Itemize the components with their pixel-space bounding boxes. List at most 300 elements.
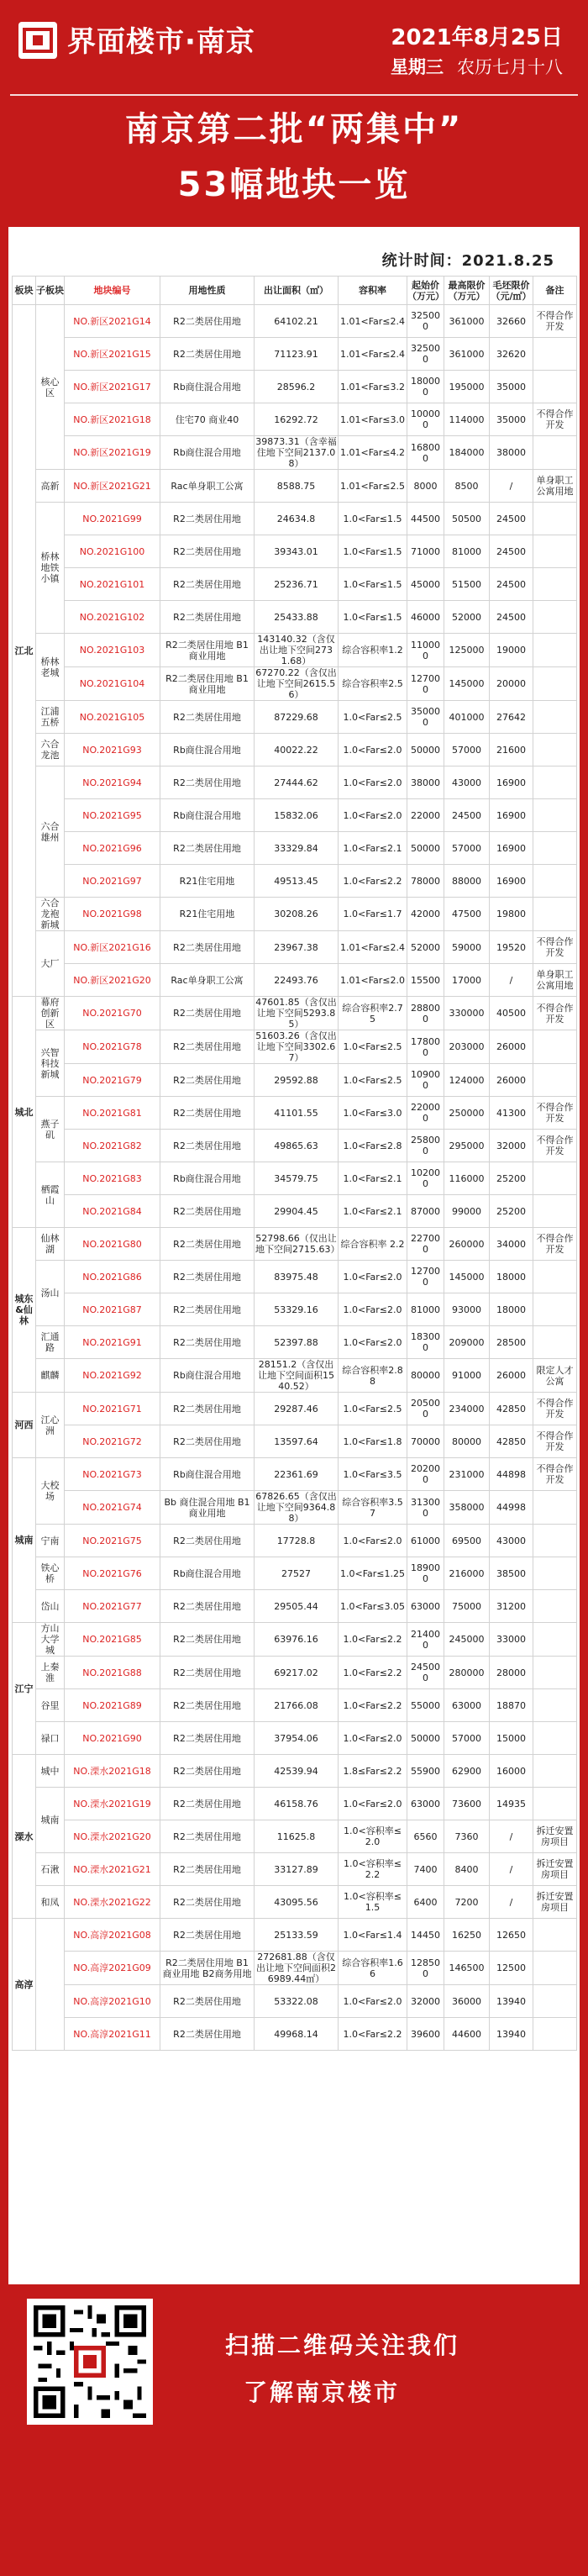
land-code-cell: NO.2021G86 [65,1261,160,1293]
land-use-cell: R2二类居住用地 [160,1525,255,1557]
sub-plate-cell: 江心洲 [36,1393,65,1458]
far-cell: 1.0<Far≤2.1 [339,1195,407,1228]
land-area-cell: 13597.64 [255,1425,339,1458]
sub-plate-cell: 谷里 [36,1689,65,1722]
note-cell [533,371,577,403]
land-use-cell: R2二类居住用地 [160,2018,255,2051]
land-use-cell: R2二类居住用地 B1商业用地 [160,634,255,667]
plate-cell: 江北 [13,305,36,997]
far-cell: 1.01<Far≤2.4 [339,931,407,964]
land-use-cell: R2二类居住用地 [160,1886,255,1919]
table-row [13,1919,577,1952]
start-price-cell: 80000 [407,1359,444,1393]
land-use-cell: R2二类居住用地 [160,338,255,371]
table-row [13,436,577,470]
start-price-cell: 178000 [407,1030,444,1064]
unit-price-cap-cell: 34000 [490,1228,533,1261]
unit-price-cap-cell: 19800 [490,898,533,931]
note-cell [533,799,577,832]
unit-price-cap-cell: 42850 [490,1425,533,1458]
table-row [13,1886,577,1919]
note-cell [533,634,577,667]
sub-plate-cell: 岱山 [36,1590,65,1623]
table-row [13,1853,577,1886]
land-code-cell: NO.2021G88 [65,1657,160,1689]
far-cell: 综合容积率 2.2 [339,1228,407,1261]
land-area-cell: 64102.21 [255,305,339,338]
start-price-cell: 87000 [407,1195,444,1228]
land-use-cell: R2二类居住用地 [160,1326,255,1359]
far-cell: 1.0<容积率≤2.2 [339,1853,407,1886]
land-use-cell: R21住宅用地 [160,898,255,931]
land-code-cell: NO.新区2021G18 [65,403,160,436]
start-price-cell: 245000 [407,1657,444,1689]
land-code-cell: NO.溧水2021G22 [65,1886,160,1919]
table-row [13,1326,577,1359]
table-row [13,1952,577,1985]
land-use-cell: R2二类居住用地 B1商业用地 B2商务用地 [160,1952,255,1985]
header [0,0,588,99]
far-cell: 1.0<Far≤2.0 [339,1293,407,1326]
land-code-cell: NO.溧水2021G20 [65,1820,160,1853]
table-row [13,1985,577,2018]
land-code-cell: NO.高淳2021G08 [65,1919,160,1952]
land-area-cell: 22493.76 [255,964,339,997]
land-area-cell: 15832.06 [255,799,339,832]
table-row [13,403,577,436]
start-price-cell: 6560 [407,1820,444,1853]
land-area-cell: 17728.8 [255,1525,339,1557]
lunar-date-text: 农历七月十八 [457,57,563,77]
land-code-cell: NO.2021G71 [65,1393,160,1425]
note-cell: 拆迁安置房项目 [533,1853,577,1886]
far-cell: 1.0<Far≤2.2 [339,1689,407,1722]
land-area-cell: 47601.85（含仅出让地下空间5293.85） [255,997,337,1030]
start-price-cell: 7400 [407,1853,444,1886]
note-cell [533,1261,577,1293]
far-cell: 综合容积率1.2 [339,634,407,667]
table-row [13,1590,577,1623]
start-price-cell: 202000 [407,1458,444,1491]
max-price-cell: 69500 [444,1525,490,1557]
land-area-cell: 37954.06 [255,1722,339,1755]
land-area-cell: 30208.26 [255,898,339,931]
max-price-cell: 250000 [444,1097,490,1130]
start-price-cell: 50000 [407,1722,444,1755]
land-area-cell: 53329.16 [255,1293,339,1326]
max-price-cell: 260000 [444,1228,490,1261]
far-cell: 1.0<Far≤2.0 [339,1261,407,1293]
max-price-cell: 361000 [444,305,490,338]
land-use-cell: R2二类居住用地 [160,1623,255,1657]
note-cell: 不得合作开发 [533,1130,577,1162]
far-cell: 1.0<Far≤2.5 [339,1030,407,1064]
land-code-cell: NO.2021G100 [65,535,160,568]
far-cell: 1.0<Far≤3.05 [339,1590,407,1623]
max-price-cell: 295000 [444,1130,490,1162]
unit-price-cap-cell: 41300 [490,1097,533,1130]
unit-price-cap-cell: 24500 [490,503,533,535]
start-price-cell: 220000 [407,1097,444,1130]
max-price-cell: 43000 [444,766,490,799]
land-use-cell: R2二类居住用地 [160,997,255,1030]
date-text: 2021年8月25日 [391,25,563,50]
land-use-cell: Rb商住混合用地 [160,1458,255,1491]
land-code-cell: NO.2021G84 [65,1195,160,1228]
unit-price-cap-cell: 16900 [490,799,533,832]
far-cell: 1.0<Far≤2.0 [339,1985,407,2018]
unit-price-cap-cell: 26000 [490,1359,533,1393]
land-use-cell: R2二类居住用地 [160,1755,255,1788]
start-price-cell: 258000 [407,1130,444,1162]
far-cell: 1.0<Far≤2.2 [339,2018,407,2051]
note-cell [533,1030,577,1064]
table-row [13,1195,577,1228]
land-use-cell: R2二类居住用地 [160,1985,255,2018]
max-price-cell: 57000 [444,1722,490,1755]
table-row [13,667,577,701]
note-cell: 限定人才公寓 [533,1359,577,1393]
far-cell: 1.0<Far≤2.0 [339,1722,407,1755]
unit-price-cap-cell: 19000 [490,634,533,667]
land-code-cell: NO.新区2021G19 [65,436,160,470]
table-row [13,1064,577,1097]
far-cell: 综合容积率3.57 [339,1491,407,1525]
note-cell [533,1689,577,1722]
land-code-cell: NO.2021G72 [65,1425,160,1458]
far-cell: 1.01<Far≤3.0 [339,403,407,436]
land-code-cell: NO.2021G85 [65,1623,160,1657]
note-cell [533,734,577,766]
unit-price-cap-cell: 26000 [490,1064,533,1097]
table-row [13,601,577,634]
max-price-cell: 216000 [444,1557,490,1590]
land-area-cell: 49865.63 [255,1130,339,1162]
plate-cell: 城南 [13,1458,36,1623]
footer-line1: 扫描二维码关注我们 [225,2331,460,2359]
land-use-cell: R2二类居住用地 [160,1853,255,1886]
land-area-cell: 40022.22 [255,734,339,766]
land-code-cell: NO.2021G80 [65,1228,160,1261]
table-row [13,1491,577,1525]
start-price-cell: 100000 [407,403,444,436]
far-cell: 1.0<Far≤2.2 [339,865,407,898]
max-price-cell: 88000 [444,865,490,898]
start-price-cell: 325000 [407,338,444,371]
unit-price-cap-cell: 18870 [490,1689,533,1722]
land-area-cell: 52798.66（仅出让地下空间2715.63） [255,1228,339,1261]
table-row [13,1525,577,1557]
land-code-cell: NO.新区2021G14 [65,305,160,338]
start-price-cell: 32000 [407,1985,444,2018]
sub-plate-cell: 仙林湖 [36,1228,65,1261]
table-row [13,1755,577,1788]
land-code-cell: NO.2021G102 [65,601,160,634]
date-subline [391,54,563,79]
land-area-cell: 42539.94 [255,1755,339,1788]
start-price-cell: 50000 [407,832,444,865]
land-use-cell: R2二类居住用地 [160,766,255,799]
far-cell: 1.01<Far≤3.2 [339,371,407,403]
start-price-cell: 8000 [407,470,444,503]
land-area-cell: 22361.69 [255,1458,339,1491]
far-cell: 1.0<Far≤1.5 [339,601,407,634]
sub-plate-cell: 麒麟 [36,1359,65,1393]
far-cell: 1.0<Far≤1.4 [339,1919,407,1952]
col-header-plate: 板块 [13,277,36,305]
col-header-unit-cap: 毛坯限价（元/㎡） [490,277,533,305]
sub-plate-cell [36,1919,65,2051]
land-use-cell: Rb商住混合用地 [160,1162,255,1195]
table-row [13,734,577,766]
land-area-cell: 52397.88 [255,1326,339,1359]
land-area-cell: 33127.89 [255,1853,339,1886]
unit-price-cap-cell: 16900 [490,766,533,799]
note-cell [533,701,577,734]
sub-plate-cell: 六合雄州 [36,766,65,898]
land-use-cell: R2二类居住用地 [160,503,255,535]
table-row [13,1722,577,1755]
start-price-cell: 78000 [407,865,444,898]
table-row [13,865,577,898]
land-area-cell: 29592.88 [255,1064,339,1097]
land-area-cell: 29904.45 [255,1195,339,1228]
far-cell: 1.0<Far≤2.0 [339,766,407,799]
sub-plate-cell: 和凤 [36,1886,65,1919]
land-area-cell: 87229.68 [255,701,339,734]
note-cell [533,1788,577,1820]
table-header-row [13,277,577,305]
far-cell: 1.0<Far≤2.2 [339,1623,407,1657]
max-price-cell: 8500 [444,470,490,503]
land-area-cell: 34579.75 [255,1162,339,1195]
max-price-cell: 125000 [444,634,490,667]
note-cell [533,535,577,568]
far-cell: 1.0<Far≤1.5 [339,568,407,601]
land-use-cell: Rac单身职工公寓 [160,964,255,997]
note-cell: 不得合作开发 [533,305,577,338]
unit-price-cap-cell: 21600 [490,734,533,766]
table-row [13,898,577,931]
land-area-cell: 29505.44 [255,1590,339,1623]
land-use-cell: R2二类居住用地 [160,1393,255,1425]
far-cell: 1.0<Far≤2.0 [339,734,407,766]
far-cell: 1.0<Far≤3.0 [339,1097,407,1130]
land-area-cell: 272681.88（含仅出让地下空间面积26989.44㎡） [255,1952,339,1985]
table-row [13,470,577,503]
start-price-cell: 39600 [407,2018,444,2051]
land-use-cell: R2二类居住用地 [160,1919,255,1952]
unit-price-cap-cell: 40500 [490,997,533,1030]
far-cell: 1.0<Far≤2.5 [339,1064,407,1097]
unit-price-cap-cell: 28000 [490,1657,533,1689]
unit-price-cap-cell: 38500 [490,1557,533,1590]
max-price-cell: 361000 [444,338,490,371]
note-cell [533,436,577,470]
start-price-cell: 110000 [407,634,444,667]
land-use-cell: R2二类居住用地 [160,601,255,634]
land-area-cell: 71123.91 [255,338,339,371]
page-title-line2: 53幅地块一览 [177,166,411,204]
qr-code-icon[interactable] [27,2299,153,2425]
max-price-cell: 116000 [444,1162,490,1195]
table-row [13,1359,577,1393]
max-price-cell: 7360 [444,1820,490,1853]
max-price-cell: 401000 [444,701,490,734]
far-cell: 综合容积率2.88 [339,1359,407,1393]
note-cell [533,766,577,799]
start-price-cell: 38000 [407,766,444,799]
max-price-cell: 203000 [444,1030,490,1064]
land-code-cell: NO.2021G96 [65,832,160,865]
table-row [13,964,577,997]
unit-price-cap-cell: 26000 [490,1030,533,1064]
unit-price-cap-cell: 19520 [490,931,533,964]
max-price-cell: 73600 [444,1788,490,1820]
footer [0,2299,588,2576]
far-cell: 综合容积率2.75 [339,997,407,1030]
land-use-cell: R2二类居住用地 [160,1030,255,1064]
land-use-cell: Rb商住混合用地 [160,371,255,403]
max-price-cell: 81000 [444,535,490,568]
land-code-cell: NO.新区2021G20 [65,964,160,997]
table-row [13,1788,577,1820]
land-code-cell: NO.2021G97 [65,865,160,898]
land-code-cell: NO.新区2021G21 [65,470,160,503]
start-price-cell: 15500 [407,964,444,997]
table-row [13,931,577,964]
land-area-cell: 29287.46 [255,1393,339,1425]
note-cell [533,1657,577,1689]
start-price-cell: 71000 [407,535,444,568]
land-code-cell: NO.2021G90 [65,1722,160,1755]
land-area-cell: 27527 [255,1557,339,1590]
start-price-cell: 128500 [407,1952,444,1985]
land-code-cell: NO.新区2021G15 [65,338,160,371]
note-cell [533,1952,577,1985]
start-price-cell: 168000 [407,436,444,470]
sub-plate-cell: 汤山 [36,1261,65,1326]
content-card [8,227,580,2284]
table-row [13,568,577,601]
table-row [13,2018,577,2051]
note-cell [533,1293,577,1326]
start-price-cell: 44500 [407,503,444,535]
table-row [13,701,577,734]
land-use-cell: R2二类居住用地 [160,1130,255,1162]
unit-price-cap-cell: 35000 [490,371,533,403]
max-price-cell: 99000 [444,1195,490,1228]
note-cell [533,1557,577,1590]
unit-price-cap-cell: 44998 [490,1491,533,1525]
start-price-cell: 55900 [407,1755,444,1788]
land-area-cell: 49968.14 [255,2018,339,2051]
land-area-cell: 25433.88 [255,601,339,634]
land-use-cell: R2二类居住用地 [160,701,255,734]
max-price-cell: 209000 [444,1326,490,1359]
land-use-cell: R2二类居住用地 [160,1097,255,1130]
sub-plate-cell: 江浦五桥 [36,701,65,734]
land-area-cell: 51603.26（含仅出让地下空间3302.67） [255,1030,337,1063]
max-price-cell: 91000 [444,1359,490,1393]
table-row [13,371,577,403]
start-price-cell: 70000 [407,1425,444,1458]
unit-price-cap-cell: 20000 [490,667,533,701]
start-price-cell: 183000 [407,1326,444,1359]
note-cell [533,1195,577,1228]
table-row [13,799,577,832]
table-row [13,1228,577,1261]
sub-plate-cell: 上秦淮 [36,1657,65,1689]
max-price-cell: 146500 [444,1952,490,1985]
sub-plate-cell: 六合龙袍新城 [36,898,65,931]
land-area-cell: 24634.8 [255,503,339,535]
land-use-cell: R2二类居住用地 [160,931,255,964]
unit-price-cap-cell: 33000 [490,1623,533,1657]
far-cell: 1.0<Far≤2.0 [339,1326,407,1359]
unit-price-cap-cell: / [490,964,533,997]
unit-price-cap-cell: / [490,1886,533,1919]
sub-plate-cell: 兴智科技新城 [36,1030,65,1097]
start-price-cell: 189000 [407,1557,444,1590]
plate-cell: 高淳 [13,1919,36,2051]
land-area-cell: 46158.76 [255,1788,339,1820]
land-code-cell: NO.2021G79 [65,1064,160,1097]
start-price-cell: 227000 [407,1228,444,1261]
max-price-cell: 184000 [444,436,490,470]
land-code-cell: NO.高淳2021G10 [65,1985,160,2018]
unit-price-cap-cell: 18000 [490,1293,533,1326]
table-row [13,1030,577,1064]
weekday-text: 星期三 [391,57,444,77]
far-cell: 1.0<Far≤2.5 [339,701,407,734]
col-header-area: 出让面积（㎡） [255,277,339,305]
land-code-cell: NO.2021G94 [65,766,160,799]
land-use-cell: R2二类居住用地 [160,535,255,568]
start-price-cell: 52000 [407,931,444,964]
land-use-cell: R2二类居住用地 [160,1722,255,1755]
col-header-start-price: 起始价（万元） [407,277,444,305]
sub-plate-cell: 石湫 [36,1853,65,1886]
land-code-cell: NO.2021G105 [65,701,160,734]
unit-price-cap-cell: 32620 [490,338,533,371]
max-price-cell: 358000 [444,1491,490,1525]
col-header-far: 容积率 [339,277,407,305]
land-area-cell: 39873.31（含幸福住地下空间2137.08） [255,436,337,469]
land-area-cell: 41101.55 [255,1097,339,1130]
unit-price-cap-cell: 24500 [490,535,533,568]
unit-price-cap-cell: 25200 [490,1162,533,1195]
land-use-cell: R21住宅用地 [160,865,255,898]
start-price-cell: 288000 [407,997,444,1030]
land-area-cell: 49513.45 [255,865,339,898]
unit-price-cap-cell: 16900 [490,832,533,865]
max-price-cell: 57000 [444,734,490,766]
land-code-cell: NO.溧水2021G18 [65,1755,160,1788]
note-cell [533,568,577,601]
note-cell [533,1755,577,1788]
col-header-max-price: 最高限价（万元） [444,277,490,305]
col-header-use: 用地性质 [160,277,255,305]
max-price-cell: 63000 [444,1689,490,1722]
note-cell: 单身职工公寓用地 [533,470,577,503]
land-code-cell: NO.新区2021G17 [65,371,160,403]
note-cell [533,601,577,634]
land-code-cell: NO.溧水2021G19 [65,1788,160,1820]
land-use-cell: R2二类居住用地 [160,1195,255,1228]
max-price-cell: 7200 [444,1886,490,1919]
land-use-cell: R2二类居住用地 [160,1657,255,1689]
